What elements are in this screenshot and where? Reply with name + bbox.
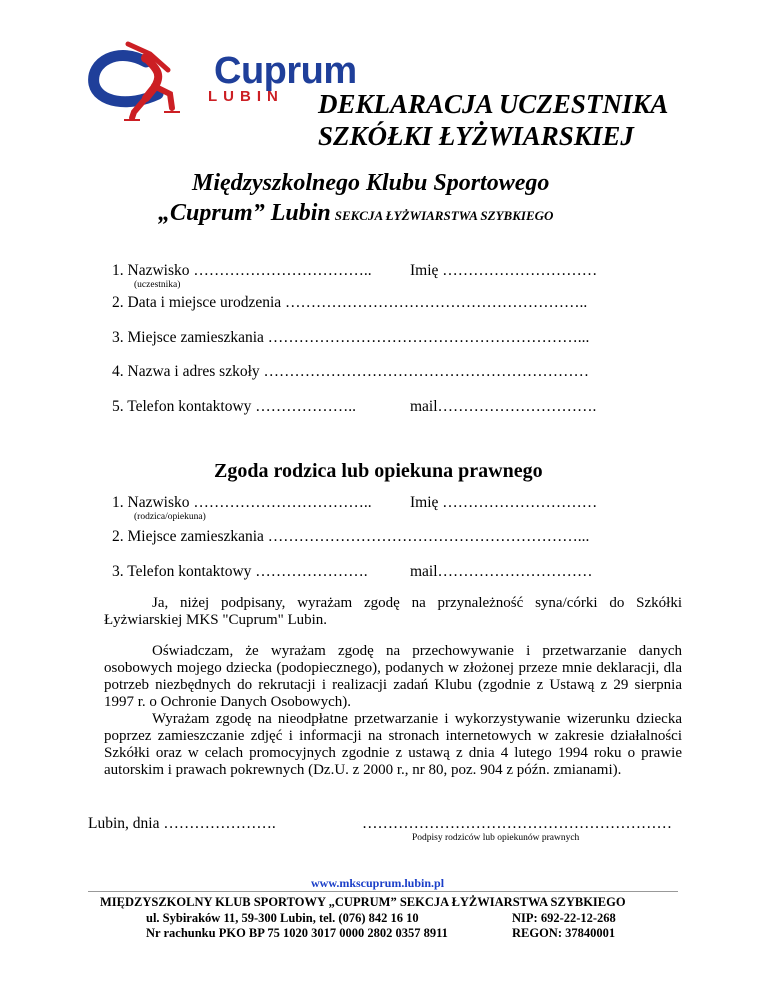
club-name-line-2 <box>158 200 553 227</box>
footer-club-line: MIĘDZYSZKOLNY KLUB SPORTOWY „CUPRUM” SEKCJA ŁYŻWIARSTWA SZYBKIEGO <box>100 895 626 909</box>
footer-bank-account: Nr rachunku PKO BP 75 1020 3017 0000 2802 0357 8911 <box>146 926 448 940</box>
title-line-2: SZKÓŁKI ŁYŻWIARSKIEJ <box>318 121 634 151</box>
parent-address-field[interactable]: 2. Miejsce zamieszkania ……………………………………………………... <box>112 528 590 545</box>
parent-firstname-field[interactable]: Imię ………………………… <box>410 494 598 511</box>
footer-nip: NIP: 692-22-12-268 <box>512 911 616 925</box>
footer-divider <box>88 891 678 892</box>
consent-paragraph-2: Oświadczam, że wyrażam zgodę na przechowywanie i przetwarzanie danych osobowych mojego dziecka (podopiecznego), podanych w złożonej przeze mnie deklaracji, dla potrzeb niezbędnych do rekrutacji i realizacji zadań Klubu (zgodnie z Ustawą z 29 sierpnia 1997 r. o Ochronie Danych Osobowych). <box>104 643 682 710</box>
footer-regon: REGON: 37840001 <box>512 926 616 940</box>
consent-heading: Zgoda rodzica lub opiekuna prawnego <box>214 460 543 482</box>
consent-paragraph-1: Ja, niżej podpisany, wyrażam zgodę na przynależność syna/córki do Szkółki Łyżwiarskiej MKS "Cuprum" Lubin. <box>104 595 682 628</box>
footer-address: ul. Sybiraków 11, 59-300 Lubin, tel. (076) 842 16 10 <box>146 911 419 925</box>
consent-paragraph-3: Wyrażam zgodę na nieodpłatne przetwarzanie i wykorzystywanie wizerunku dziecka poprzez zamieszczanie zdjęć i informacji na stronach internetowych w zakresie działalności Szkółki oraz w celach promocyjnych zgodnie z ustawą z dnia 4 lutego 1994 roku o prawie autorskim i prawach pokrewnych (Dz.U. z 2000 r., nr 80, poz. 904 z późn. zmianami). <box>104 711 682 778</box>
club-section: SEKCJA ŁYŻWIARSTWA SZYBKIEGO <box>334 208 554 223</box>
date-field[interactable]: Lubin, dnia …………………. <box>88 815 276 832</box>
data-processing-statement <box>104 643 682 779</box>
footer-website-link[interactable]: www.mkscuprum.lubin.pl <box>311 876 445 890</box>
parent-phone-field[interactable]: 3. Telefon kontaktowy …………………. <box>112 563 368 580</box>
club-logo <box>88 36 357 128</box>
signature-line[interactable]: …………………………………………………… <box>362 815 672 832</box>
club-city: „Cuprum” Lubin <box>158 200 331 226</box>
parent-surname-field[interactable]: 1. Nazwisko …………………………….. <box>112 494 372 511</box>
logo-city-text: LUBIN <box>208 88 284 105</box>
consent-statement <box>104 595 682 629</box>
participant-firstname-field[interactable]: Imię ………………………… <box>410 262 598 279</box>
logo-brand-text: Cuprum <box>214 50 357 92</box>
participant-birth-field[interactable]: 2. Data i miejsce urodzenia ………………………………………………….. <box>112 294 588 311</box>
parent-mail-field[interactable]: mail………………………… <box>410 563 593 580</box>
participant-surname-field[interactable]: 1. Nazwisko …………………………….. <box>112 262 372 279</box>
participant-surname-note: (uczestnika) <box>134 280 181 290</box>
participant-school-field[interactable]: 4. Nazwa i adres szkoły ……………………………………………………… <box>112 363 590 380</box>
participant-address-field[interactable]: 3. Miejsce zamieszkania ……………………………………………………... <box>112 329 590 346</box>
parent-surname-note: (rodzica/opiekuna) <box>134 512 206 522</box>
participant-phone-field[interactable]: 5. Telefon kontaktowy ……………….. <box>112 398 357 415</box>
club-name-line-1: Międzyszkolnego Klubu Sportowego <box>192 170 550 196</box>
participant-mail-field[interactable]: mail…………………………. <box>410 398 597 415</box>
signature-caption: Podpisy rodziców lub opiekunów prawnych <box>412 833 580 843</box>
title-line-1: DEKLARACJA UCZESTNIKA <box>318 89 669 119</box>
document-title <box>318 88 668 152</box>
